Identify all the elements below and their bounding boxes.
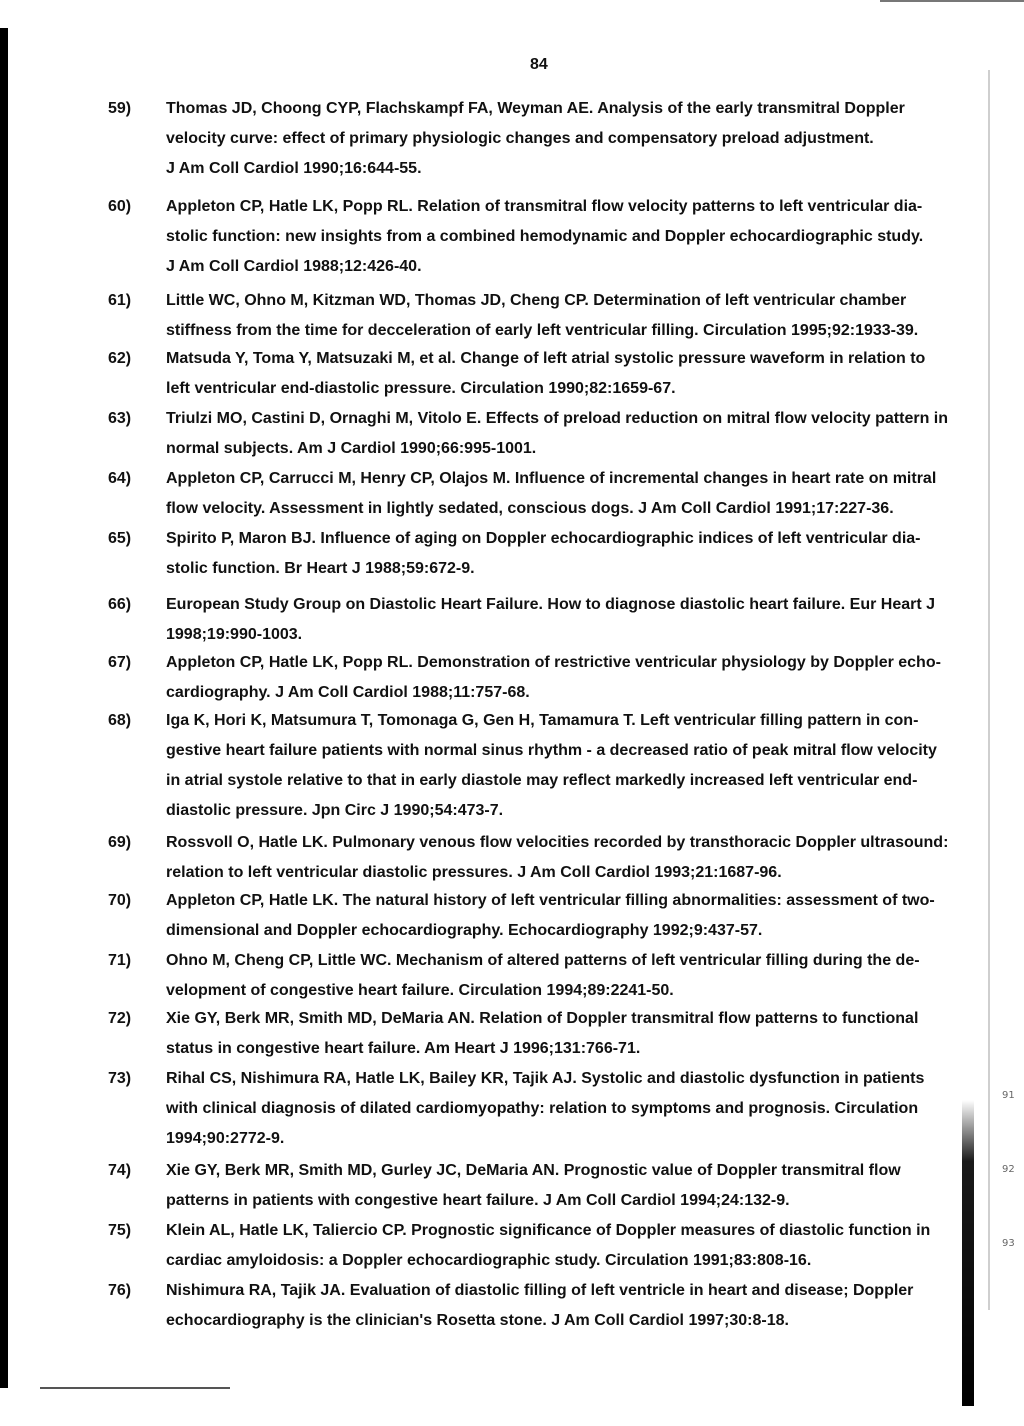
reference-text xyxy=(166,1004,958,1064)
reference-line: Spirito P, Maron BJ. Influence of aging on Doppler echocardiographic indices of left ventricular dia- xyxy=(166,530,921,547)
reference-text xyxy=(166,590,958,650)
margin-mark: 91 xyxy=(1002,1090,1015,1101)
reference-text xyxy=(166,886,958,946)
reference-line: Appleton CP, Hatle LK, Popp RL. Demonstration of restrictive ventricular physiology by Doppler echo- xyxy=(166,654,941,671)
reference-line: stiffness from the time for decceleration of early left ventricular filling. Circulation 1995;92:1933-39. xyxy=(166,322,919,339)
reference-line: Klein AL, Hatle LK, Taliercio CP. Prognostic significance of Doppler measures of diastolic function in xyxy=(166,1222,931,1239)
page-number: 84 xyxy=(530,56,548,73)
reference-text xyxy=(166,828,958,888)
reference-text xyxy=(166,344,958,404)
reference-line: Rossvoll O, Hatle LK. Pulmonary venous flow velocities recorded by transthoracic Doppler ultrasound: xyxy=(166,834,949,851)
reference-line: gestive heart failure patients with normal sinus rhythm - a decreased ratio of peak mitral flow velocity xyxy=(166,742,937,759)
reference-line: stolic function. Br Heart J 1988;59:672-9. xyxy=(166,560,475,577)
reference-line: Appleton CP, Hatle LK, Popp RL. Relation of transmitral flow velocity patterns to left ventricular dia- xyxy=(166,198,923,215)
reference-line: Triulzi MO, Castini D, Ornaghi M, Vitolo E. Effects of preload reduction on mitral flow velocity pattern in xyxy=(166,410,949,427)
footer-rule xyxy=(40,1387,230,1389)
margin-marks xyxy=(1000,900,1024,1300)
reference-number: 65) xyxy=(108,530,132,547)
reference-line: dimensional and Doppler echocardiography. Echocardiography 1992;9:437-57. xyxy=(166,922,763,939)
reference-number: 66) xyxy=(108,596,132,613)
reference-text xyxy=(166,648,958,708)
reference-line: 1994;90:2772-9. xyxy=(166,1130,285,1147)
reference-line: 1998;19:990-1003. xyxy=(166,626,303,643)
scan-edge-bar xyxy=(0,28,8,1388)
reference-text xyxy=(166,1276,958,1336)
scan-top-line xyxy=(880,0,1024,2)
reference-line: Thomas JD, Choong CYP, Flachskampf FA, Weyman AE. Analysis of the early transmitral Doppler xyxy=(166,100,905,117)
reference-line: flow velocity. Assessment in lightly sedated, conscious dogs. J Am Coll Cardiol 1991;17:227-36. xyxy=(166,500,894,517)
margin-mark: 92 xyxy=(1002,1164,1015,1175)
reference-line: Appleton CP, Carrucci M, Henry CP, Olajos M. Influence of incremental changes in heart rate on mitral xyxy=(166,470,937,487)
reference-number: 74) xyxy=(108,1162,132,1179)
reference-line: Xie GY, Berk MR, Smith MD, Gurley JC, DeMaria AN. Prognostic value of Doppler transmitral flow xyxy=(166,1162,901,1179)
reference-line: echocardiography is the clinician's Rosetta stone. J Am Coll Cardiol 1997;30:8-18. xyxy=(166,1312,789,1329)
reference-line: status in congestive heart failure. Am Heart J 1996;131:766-71. xyxy=(166,1040,641,1057)
reference-number: 70) xyxy=(108,892,132,909)
reference-text xyxy=(166,404,958,464)
scan-right-line xyxy=(988,70,990,1310)
reference-number: 72) xyxy=(108,1010,132,1027)
reference-line: patterns in patients with congestive heart failure. J Am Coll Cardiol 1994;24:132-9. xyxy=(166,1192,790,1209)
reference-number: 76) xyxy=(108,1282,132,1299)
reference-number: 73) xyxy=(108,1070,132,1087)
reference-number: 63) xyxy=(108,410,132,427)
reference-number: 67) xyxy=(108,654,132,671)
reference-text xyxy=(166,286,958,346)
reference-text xyxy=(166,524,958,584)
reference-number: 75) xyxy=(108,1222,132,1239)
reference-line: relation to left ventricular diastolic pressures. J Am Coll Cardiol 1993;21:1687-96. xyxy=(166,864,782,881)
reference-text xyxy=(166,464,958,524)
reference-text xyxy=(166,946,958,1006)
reference-line: cardiac amyloidosis: a Doppler echocardiographic study. Circulation 1991;83:808-16. xyxy=(166,1252,812,1269)
reference-line: left ventricular end-diastolic pressure. Circulation 1990;82:1659-67. xyxy=(166,380,676,397)
reference-line: Matsuda Y, Toma Y, Matsuzaki M, et al. Change of left atrial systolic pressure waveform in relation to xyxy=(166,350,926,367)
reference-number: 64) xyxy=(108,470,132,487)
reference-line: Iga K, Hori K, Matsumura T, Tomonaga G, Gen H, Tamamura T. Left ventricular filling pattern in con- xyxy=(166,712,919,729)
reference-line: Little WC, Ohno M, Kitzman WD, Thomas JD, Cheng CP. Determination of left ventricular chamber xyxy=(166,292,907,309)
reference-number: 69) xyxy=(108,834,132,851)
reference-line: cardiography. J Am Coll Cardiol 1988;11:757-68. xyxy=(166,684,530,701)
reference-line: J Am Coll Cardiol 1990;16:644-55. xyxy=(166,160,422,177)
reference-text xyxy=(166,706,958,826)
reference-line: Xie GY, Berk MR, Smith MD, DeMaria AN. Relation of Doppler transmitral flow patterns to functional xyxy=(166,1010,919,1027)
reference-line: Ohno M, Cheng CP, Little WC. Mechanism of altered patterns of left ventricular filling during the de- xyxy=(166,952,920,969)
reference-line: velopment of congestive heart failure. Circulation 1994;89:2241-50. xyxy=(166,982,674,999)
reference-number: 61) xyxy=(108,292,132,309)
reference-line: normal subjects. Am J Cardiol 1990;66:995-1001. xyxy=(166,440,537,457)
reference-line: in atrial systole relative to that in early diastole may reflect markedly increased left ventricular end- xyxy=(166,772,918,789)
reference-text xyxy=(166,192,958,282)
reference-line: velocity curve: effect of primary physiologic changes and compensatory preload adjustment. xyxy=(166,130,874,147)
reference-number: 68) xyxy=(108,712,132,729)
reference-line: stolic function: new insights from a combined hemodynamic and Doppler echocardiographic study. xyxy=(166,228,924,245)
reference-number: 71) xyxy=(108,952,132,969)
reference-line: Nishimura RA, Tajik JA. Evaluation of diastolic filling of left ventricle in heart and disease; Doppler xyxy=(166,1282,914,1299)
reference-number: 60) xyxy=(108,198,132,215)
reference-number: 62) xyxy=(108,350,132,367)
reference-line: Appleton CP, Hatle LK. The natural history of left ventricular filling abnormalities: assessment of two- xyxy=(166,892,935,909)
reference-line: Rihal CS, Nishimura RA, Hatle LK, Bailey KR, Tajik AJ. Systolic and diastolic dysfunction in patients xyxy=(166,1070,925,1087)
reference-line: J Am Coll Cardiol 1988;12:426-40. xyxy=(166,258,422,275)
scan-right-bar xyxy=(962,1100,974,1406)
margin-mark: 93 xyxy=(1002,1238,1015,1249)
reference-text xyxy=(166,94,958,184)
reference-line: with clinical diagnosis of dilated cardiomyopathy: relation to symptoms and prognosis. Circulation xyxy=(166,1100,919,1117)
reference-text xyxy=(166,1064,958,1154)
reference-number: 59) xyxy=(108,100,132,117)
reference-text xyxy=(166,1216,958,1276)
reference-line: European Study Group on Diastolic Heart Failure. How to diagnose diastolic heart failure. Eur Heart J xyxy=(166,596,936,613)
reference-text xyxy=(166,1156,958,1216)
reference-line: diastolic pressure. Jpn Circ J 1990;54:473-7. xyxy=(166,802,504,819)
